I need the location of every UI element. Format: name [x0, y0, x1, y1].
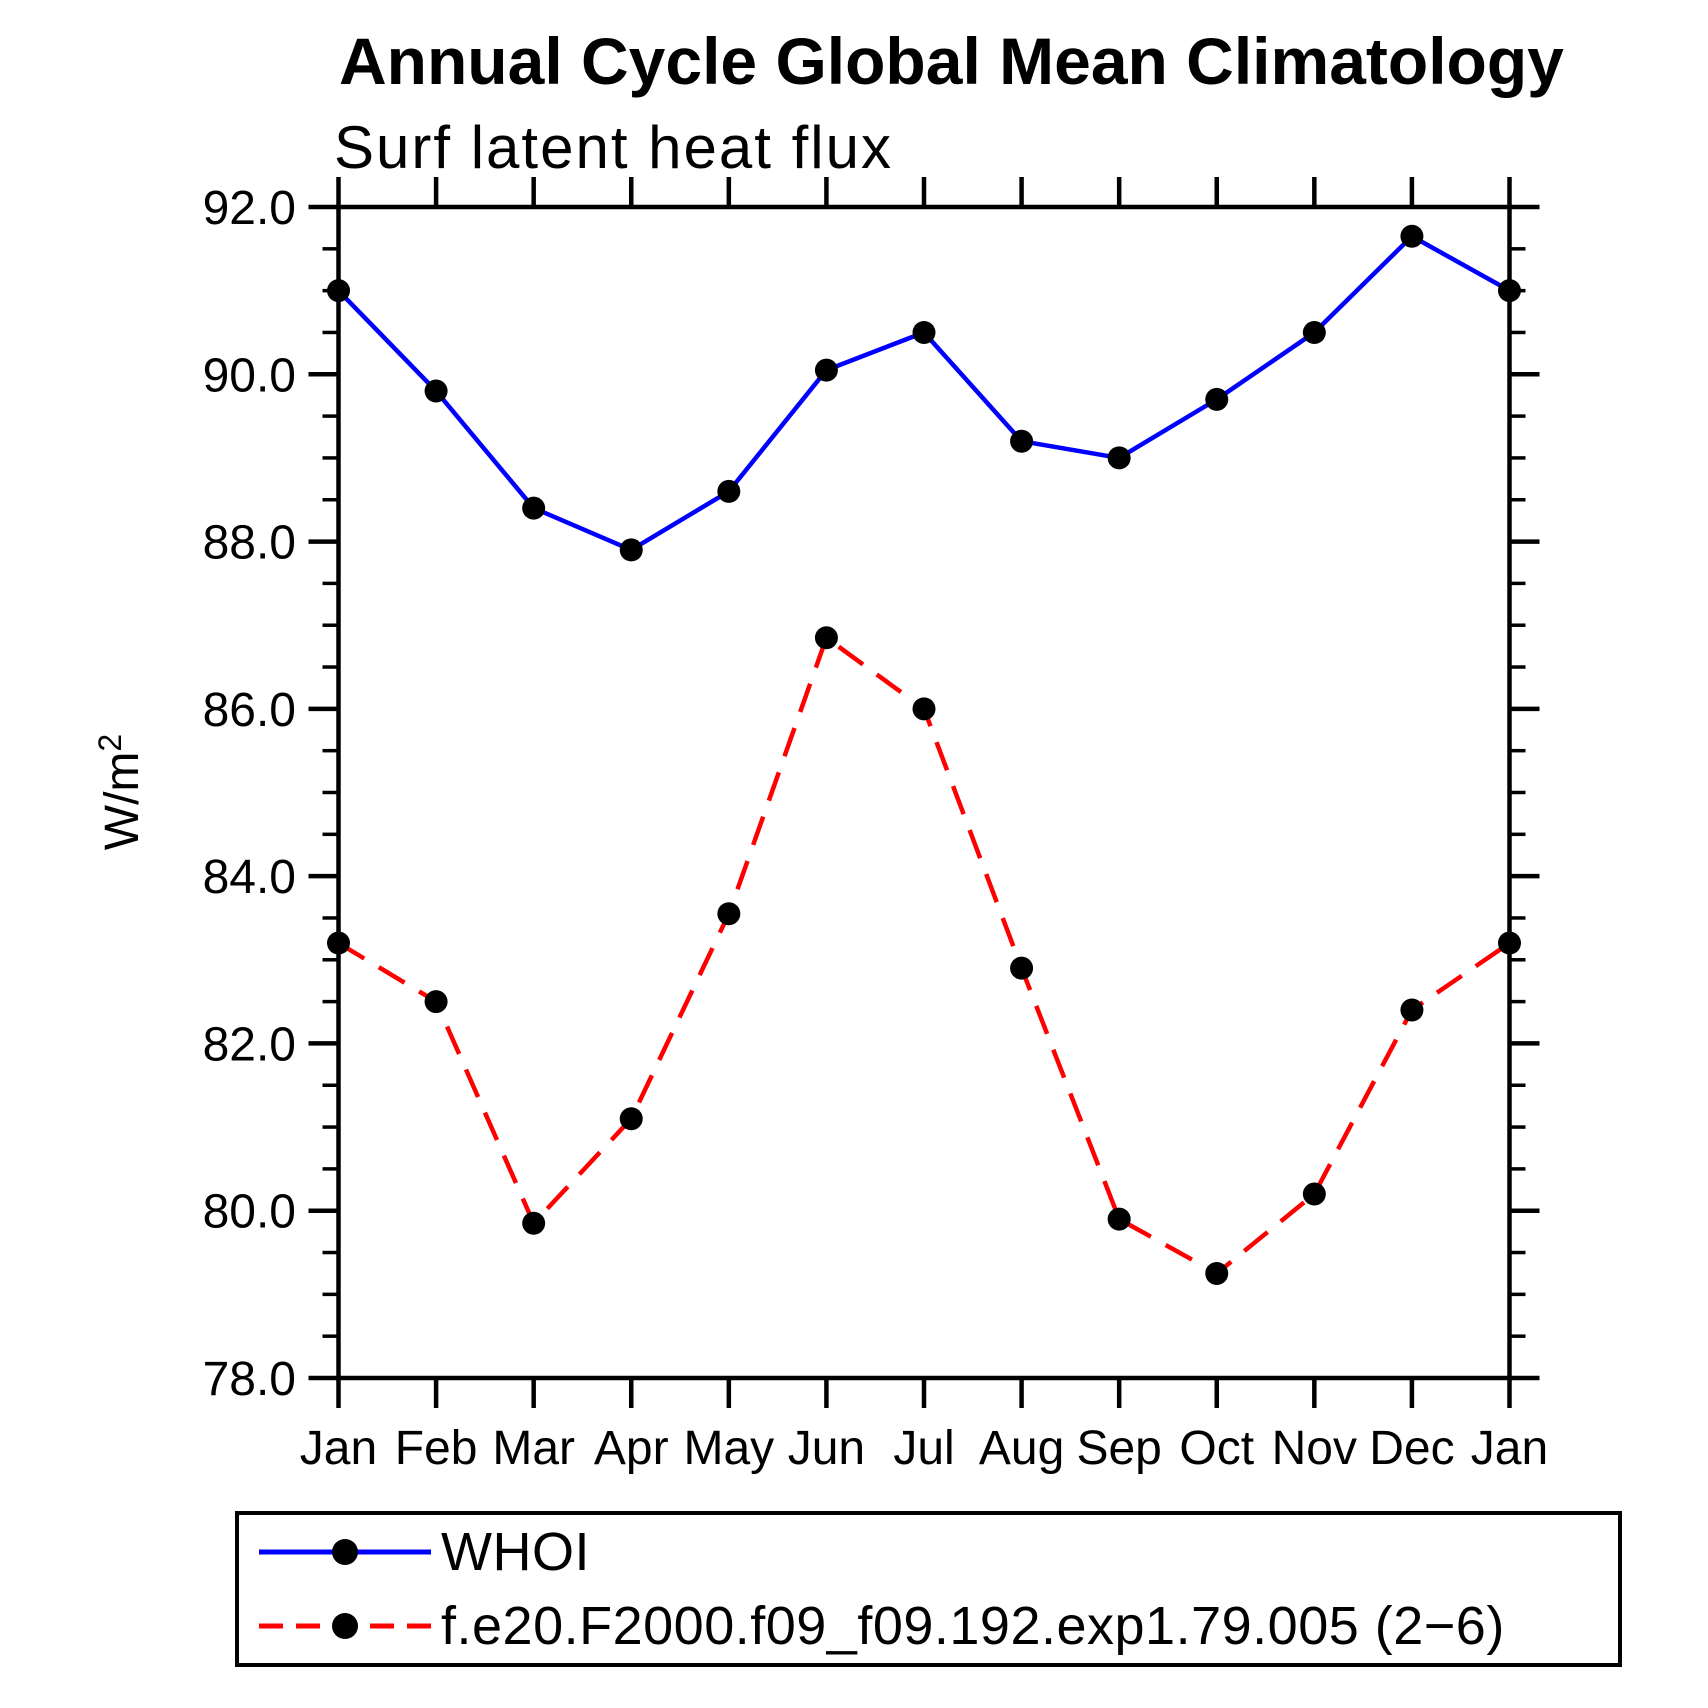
legend-row-model [239, 1598, 1618, 1654]
data-point-1-4 [717, 902, 740, 925]
data-point-1-3 [620, 1107, 643, 1130]
data-point-1-9 [1205, 1262, 1228, 1285]
x-tick-label: May [683, 1422, 775, 1475]
data-point-0-12 [1498, 279, 1521, 302]
data-point-0-1 [425, 380, 448, 403]
x-tick-label: Sep [1076, 1422, 1162, 1475]
y-axis-title-exponent: 2 [92, 733, 128, 752]
legend-line-model-icon [257, 1602, 433, 1650]
data-point-1-5 [815, 626, 838, 649]
data-point-1-8 [1108, 1208, 1131, 1231]
data-point-1-7 [1010, 957, 1033, 980]
x-tick-label: Dec [1369, 1422, 1455, 1475]
x-tick-label: Aug [978, 1422, 1065, 1475]
data-point-1-11 [1400, 998, 1423, 1021]
data-point-0-10 [1303, 321, 1326, 344]
data-point-1-6 [913, 697, 936, 720]
data-point-0-0 [327, 279, 350, 302]
x-tick-label: Jun [787, 1422, 866, 1475]
x-tick-label: Apr [593, 1422, 669, 1475]
data-point-0-5 [815, 359, 838, 382]
legend-label-whoi: WHOI [441, 1522, 590, 1582]
x-tick-label: Jan [1470, 1422, 1549, 1475]
data-point-0-2 [522, 497, 545, 520]
y-tick-label: 80.0 [202, 1185, 296, 1239]
x-tick-label: Oct [1179, 1422, 1255, 1475]
data-point-0-7 [1010, 430, 1033, 453]
series-line-0 [339, 236, 1510, 550]
y-tick-label: 78.0 [202, 1353, 296, 1406]
x-tick-label: Feb [394, 1422, 478, 1475]
data-point-0-4 [717, 480, 740, 503]
legend-line-whoi-icon [257, 1528, 433, 1576]
y-tick-label: 86.0 [202, 683, 296, 737]
x-tick-label: Mar [492, 1422, 576, 1475]
data-point-0-9 [1205, 388, 1228, 411]
legend-box [235, 1511, 1622, 1667]
x-tick-label: Nov [1271, 1422, 1358, 1475]
data-point-1-12 [1498, 932, 1521, 955]
data-point-0-8 [1108, 446, 1131, 469]
data-point-0-11 [1400, 225, 1423, 248]
data-point-1-1 [425, 990, 448, 1013]
y-tick-label: 92.0 [202, 182, 296, 235]
x-tick-label: Jul [893, 1422, 955, 1475]
data-point-1-0 [327, 932, 350, 955]
y-tick-label: 82.0 [202, 1018, 296, 1072]
plot-frame [339, 207, 1510, 1378]
data-point-1-2 [522, 1212, 545, 1235]
data-point-0-3 [620, 538, 643, 561]
x-tick-label: Jan [299, 1422, 378, 1475]
data-point-1-10 [1303, 1182, 1326, 1205]
legend-label-model: f.e20.F2000.f09_f09.192.exp1.79.005 (2−6) [441, 1596, 1505, 1656]
y-tick-label: 90.0 [202, 349, 296, 403]
legend-row-whoi [239, 1524, 1618, 1580]
y-tick-label: 84.0 [202, 851, 296, 905]
chart-title: Annual Cycle Global Mean Climatology [339, 24, 1564, 98]
y-axis-title-base: W/m [96, 751, 149, 851]
series-line-1 [339, 638, 1510, 1274]
data-point-0-6 [913, 321, 936, 344]
chart-subtitle: Surf latent heat flux [334, 114, 893, 181]
y-tick-label: 88.0 [202, 516, 296, 570]
